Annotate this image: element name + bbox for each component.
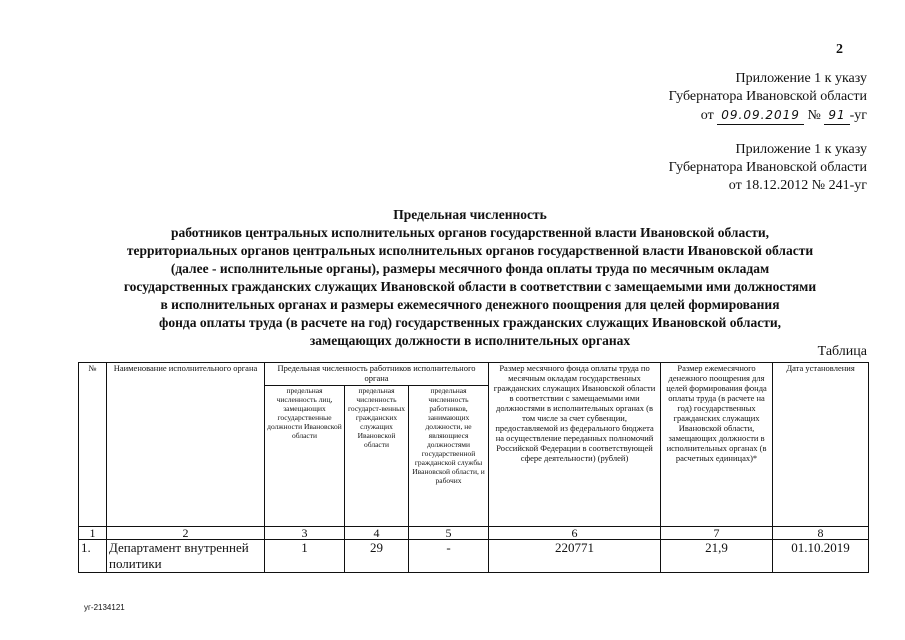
column-number: 4 bbox=[345, 527, 409, 540]
header-limit-workers: предельная численность работников, занимающих должности, не являющиеся должностями государственной гражданской службы Ивановской области, и рабочих bbox=[409, 386, 489, 527]
row-workers: - bbox=[409, 540, 489, 573]
column-number: 3 bbox=[265, 527, 345, 540]
header-fund: Размер месячного фонда оплаты труда по месячным окладам государственных гражданских служащих Ивановской области в соответствии с замещаемыми ими должностями в исполнительных органах (в том числе за счет субвенции, предоставляемой из федерального бюджета на осуществление переданных полномочий Российской Федерации в соответствующей сфере деятельности) (рублей) bbox=[489, 363, 661, 527]
appendix-original bbox=[669, 141, 867, 195]
title-line: территориальных органов центральных исполнительных органов государственной власти Ивановской области bbox=[126, 243, 814, 258]
appendix-current-line2: Губернатора Ивановской области bbox=[668, 89, 867, 104]
header-name: Наименование исполнительного органа bbox=[107, 363, 265, 527]
header-limit-group: Предельная численность работников исполнительного органа bbox=[265, 363, 489, 386]
handwritten-date: 09.09.2019 bbox=[717, 106, 804, 125]
header-bonus: Размер ежемесячного денежного поощрения для целей формирования фонда оплаты труда (в расчете на год) государственных гражданских служащих Ивановской области, замещающих должности в исполнительных органах (в расчетных единицах)* bbox=[661, 363, 773, 527]
header-date: Дата установления bbox=[773, 363, 869, 527]
appendix-original-line3: от 18.12.2012 № 241-уг bbox=[728, 178, 867, 193]
row-date: 01.10.2019 bbox=[773, 540, 869, 573]
column-number: 6 bbox=[489, 527, 661, 540]
appendix-current-line1: Приложение 1 к указу bbox=[735, 71, 867, 86]
header-limit-persons: предельная численность лиц, замещающих государственные должности Ивановской области bbox=[265, 386, 345, 527]
header-num: № bbox=[79, 363, 107, 527]
table-row bbox=[79, 540, 869, 573]
number-prefix: № bbox=[807, 108, 821, 123]
title-line: замещающих должности в исполнительных органах bbox=[309, 333, 631, 348]
appendix-current bbox=[669, 70, 867, 125]
column-number: 2 bbox=[107, 527, 265, 540]
appendix-original-line2: Губернатора Ивановской области bbox=[668, 160, 867, 175]
document-title bbox=[60, 206, 880, 350]
title-line: Предельная численность bbox=[393, 207, 547, 222]
footer-code: уг-2134121 bbox=[84, 603, 125, 612]
number-suffix: -уг bbox=[849, 108, 867, 123]
column-number: 7 bbox=[661, 527, 773, 540]
title-line: работников центральных исполнительных органов государственной власти Ивановской области, bbox=[170, 225, 770, 240]
header-limit-civil: предельная численность государст-венных гражданских служащих Ивановской области bbox=[345, 386, 409, 527]
appendix-current-line3 bbox=[669, 106, 867, 125]
handwritten-number: 91 bbox=[824, 106, 849, 125]
title-line: (далее - исполнительные органы), размеры месячного фонда оплаты труда по месячным окладам bbox=[170, 261, 770, 276]
page-number: 2 bbox=[836, 42, 843, 57]
title-line: в исполнительных органах и размеры ежемесячного денежного поощрения для целей формирования bbox=[160, 297, 780, 312]
column-number-row bbox=[79, 527, 869, 540]
from-prefix: от bbox=[700, 108, 714, 123]
row-persons: 1 bbox=[265, 540, 345, 573]
title-line: фонда оплаты труда (в расчете на год) государственных гражданских служащих Ивановской области, bbox=[159, 315, 781, 330]
column-number: 8 bbox=[773, 527, 869, 540]
staffing-table bbox=[78, 362, 869, 573]
column-number: 1 bbox=[79, 527, 107, 540]
row-civil: 29 bbox=[345, 540, 409, 573]
column-number: 5 bbox=[409, 527, 489, 540]
appendix-original-line1: Приложение 1 к указу bbox=[735, 142, 867, 157]
row-num: 1. bbox=[79, 540, 107, 573]
title-line: государственных гражданских служащих Ивановской области в соответствии с замещаемыми ими должностями bbox=[123, 279, 817, 294]
row-fund: 220771 bbox=[489, 540, 661, 573]
table-label: Таблица bbox=[817, 344, 867, 359]
row-bonus: 21,9 bbox=[661, 540, 773, 573]
row-name: Департамент внутренней политики bbox=[107, 540, 265, 573]
